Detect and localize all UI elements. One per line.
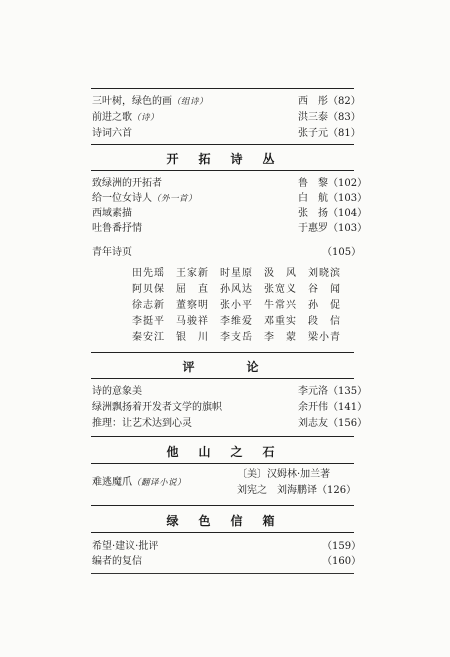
item-author: 张 扬（104）	[298, 208, 368, 219]
list-item[interactable]	[92, 477, 186, 489]
item-title: 前进之歌	[92, 112, 132, 123]
item-author: 西 彤（82）	[298, 96, 361, 107]
poet-name: 张小平	[220, 300, 253, 311]
item-title: 诗词六首	[92, 128, 132, 139]
poet-name: 孙 促	[308, 300, 341, 311]
item-note: （组诗）	[172, 97, 209, 107]
item-author: 白 航（103）	[298, 193, 368, 204]
youth-page-number: （105）	[322, 247, 362, 258]
item-author: 李元洛（135）	[298, 386, 368, 397]
divider	[91, 170, 354, 171]
item-title: 给一位女诗人	[92, 193, 152, 204]
divider	[91, 352, 354, 353]
section-heading: 开 拓 诗 丛	[166, 152, 279, 166]
divider	[91, 573, 354, 574]
youth-names-grid	[132, 268, 352, 343]
poet-name: 时星原	[220, 268, 253, 279]
poet-name: 秦安江	[132, 332, 165, 343]
divider	[91, 532, 354, 533]
poet-name: 谷 闻	[308, 284, 341, 295]
item-title: 推理：让艺术达到心灵	[92, 418, 192, 429]
list-item[interactable]	[92, 128, 132, 140]
item-author: 鲁 黎（102）	[298, 178, 368, 189]
poet-name: 李挺平	[132, 316, 165, 327]
item-author: 张子元（81）	[298, 128, 361, 139]
section-heading: 他 山 之 石	[166, 445, 279, 459]
poet-name: 阿贝保	[132, 284, 165, 295]
divider	[91, 505, 354, 506]
item-title: 编者的复信	[92, 556, 142, 567]
item-title: 致绿洲的开拓者	[92, 178, 162, 189]
section-heading: 绿 色 信 箱	[166, 514, 279, 528]
list-item[interactable]	[92, 112, 159, 124]
poet-name: 银 川	[176, 332, 209, 343]
poet-name: 徐志新	[132, 300, 165, 311]
item-note: （诗）	[132, 113, 160, 123]
list-item[interactable]	[92, 193, 197, 205]
item-author: 〔美〕汉姆林·加兰著	[237, 469, 331, 480]
item-author: 刘志友（156）	[298, 418, 368, 429]
divider	[91, 144, 354, 145]
list-item[interactable]	[92, 402, 222, 414]
poet-name: 牛常兴	[264, 300, 297, 311]
poet-name: 李 蒙	[264, 332, 297, 343]
divider	[91, 88, 354, 89]
list-item[interactable]	[92, 223, 142, 235]
poet-name: 董察明	[176, 300, 209, 311]
item-note: （外一首）	[152, 194, 198, 204]
poet-name: 孙风达	[220, 284, 253, 295]
list-item[interactable]	[92, 96, 208, 108]
poet-name: 李支岳	[220, 332, 253, 343]
poet-name: 汲 风	[264, 268, 297, 279]
list-item[interactable]	[92, 541, 158, 553]
poet-name: 邓重实	[264, 316, 297, 327]
list-item[interactable]	[92, 418, 192, 430]
list-item[interactable]	[92, 386, 142, 398]
item-title: 绿洲飘扬着开发者文学的旗帜	[92, 402, 222, 413]
poet-name: 马骏祥	[176, 316, 209, 327]
item-author: 洪三泰（83）	[298, 112, 361, 123]
youth-page-title[interactable]: 青年诗页	[92, 247, 132, 258]
item-title: 西域素描	[92, 208, 132, 219]
poet-name: 梁小青	[308, 332, 341, 343]
poet-name: 李维爱	[220, 316, 253, 327]
item-page: （160）	[322, 556, 362, 567]
poet-name: 田先瑶	[132, 268, 165, 279]
list-item[interactable]	[92, 178, 162, 190]
divider	[91, 436, 354, 437]
divider	[91, 463, 354, 464]
list-item[interactable]	[92, 556, 142, 568]
item-author: 余开伟（141）	[298, 402, 368, 413]
poet-name: 王家新	[176, 268, 209, 279]
item-title: 三叶树，绿色的画	[92, 96, 172, 107]
item-title: 吐鲁番抒情	[92, 223, 142, 234]
poet-name: 屈 直	[176, 284, 209, 295]
item-note: （翻译小说）	[132, 478, 187, 488]
item-title: 难逃魔爪	[92, 477, 132, 488]
poet-name: 张宽义	[264, 284, 297, 295]
item-title: 希望·建议·批评	[92, 541, 159, 552]
item-page: （159）	[322, 541, 362, 552]
item-translator: 刘宪之 刘海鹏译（126）	[237, 485, 357, 496]
item-title: 诗的意象美	[92, 386, 142, 397]
list-item[interactable]	[92, 208, 132, 220]
divider	[91, 378, 354, 379]
poet-name: 段 信	[308, 316, 341, 327]
poet-name: 刘晓滨	[308, 268, 341, 279]
item-author: 于惠罗（103）	[298, 223, 368, 234]
section-heading: 评 论	[182, 360, 263, 374]
